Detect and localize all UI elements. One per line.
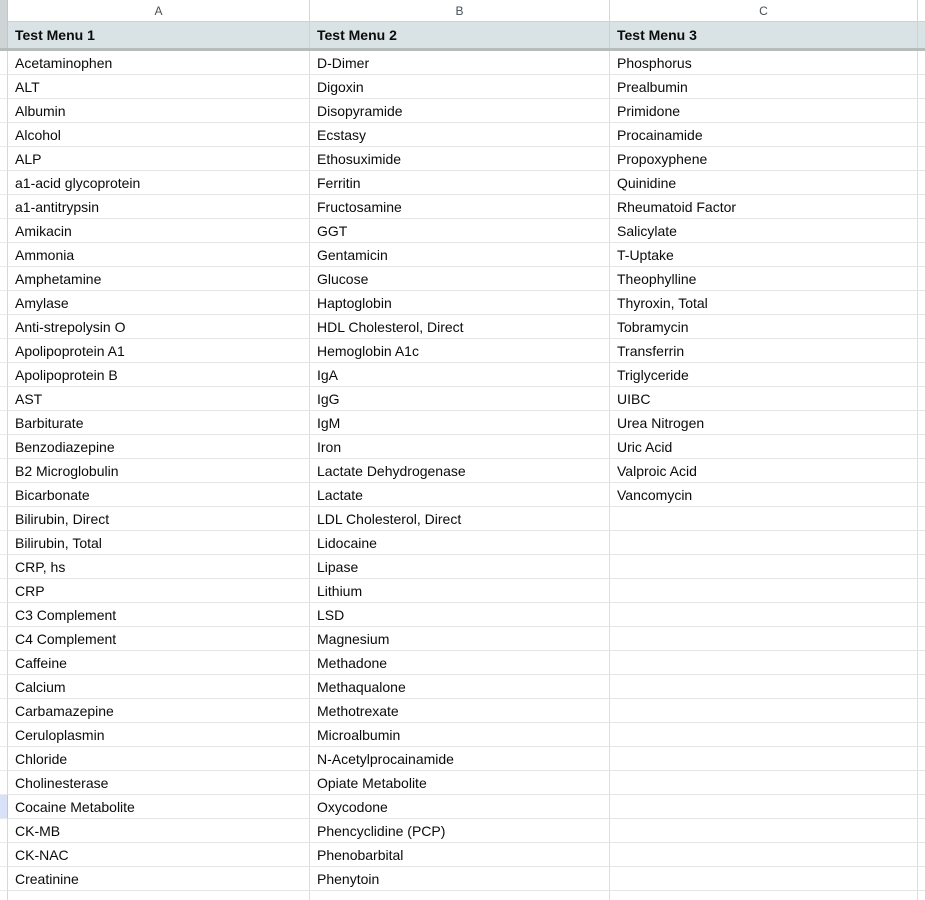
row-gutter[interactable]: [0, 819, 8, 843]
cell-b[interactable]: Opiate Metabolite: [310, 771, 610, 795]
cell-d-partial[interactable]: [918, 219, 925, 243]
column-header-d-partial[interactable]: [918, 0, 925, 22]
cell-d-partial[interactable]: [918, 507, 925, 531]
cell-d-partial[interactable]: [918, 147, 925, 171]
row-gutter[interactable]: [0, 507, 8, 531]
table-row: [0, 459, 925, 483]
cell-d-partial[interactable]: [918, 483, 925, 507]
table-row: [0, 795, 925, 819]
cell-c[interactable]: Vancomycin: [610, 483, 918, 507]
cell-d-partial[interactable]: [918, 747, 925, 771]
cell-a[interactable]: ALP: [8, 147, 310, 171]
cell-c[interactable]: [610, 699, 918, 723]
cell-a[interactable]: B2 Microglobulin: [8, 459, 310, 483]
cell-c[interactable]: [610, 555, 918, 579]
cell-c[interactable]: Prealbumin: [610, 75, 918, 99]
cell-a[interactable]: Calcium: [8, 675, 310, 699]
cell-b[interactable]: Lactate Dehydrogenase: [310, 459, 610, 483]
cell-d-partial[interactable]: [918, 891, 925, 900]
row-gutter[interactable]: [0, 459, 8, 483]
cell-b[interactable]: Methadone: [310, 651, 610, 675]
cell-a[interactable]: Apolipoprotein A1: [8, 339, 310, 363]
table-row: [0, 219, 925, 243]
row-gutter[interactable]: [0, 363, 8, 387]
cell-c[interactable]: Salicylate: [610, 219, 918, 243]
cell-c[interactable]: [610, 507, 918, 531]
cell-a[interactable]: Benzodiazepine: [8, 435, 310, 459]
cell-c[interactable]: [610, 771, 918, 795]
cell-c[interactable]: [610, 723, 918, 747]
cell-b[interactable]: D-Dimer: [310, 51, 610, 75]
cell-a[interactable]: Amphetamine: [8, 267, 310, 291]
cell-a[interactable]: Bilirubin, Total: [8, 531, 310, 555]
row-gutter[interactable]: [0, 651, 8, 675]
row-gutter[interactable]: [0, 195, 8, 219]
cell-d-partial[interactable]: [918, 267, 925, 291]
cell-d-partial[interactable]: [918, 579, 925, 603]
cell-c[interactable]: [610, 891, 918, 900]
table-row: [0, 819, 925, 843]
cell-c[interactable]: [610, 579, 918, 603]
cell-c[interactable]: Procainamide: [610, 123, 918, 147]
cell-d-partial[interactable]: [918, 435, 925, 459]
cell-b[interactable]: Gentamicin: [310, 243, 610, 267]
row-gutter[interactable]: [0, 339, 8, 363]
cell-a[interactable]: CRP: [8, 579, 310, 603]
cell-a[interactable]: Barbiturate: [8, 411, 310, 435]
table-row: [0, 723, 925, 747]
cell-a[interactable]: Amikacin: [8, 219, 310, 243]
cell-a[interactable]: Bilirubin, Direct: [8, 507, 310, 531]
table-row: [0, 267, 925, 291]
cell-a[interactable]: a1-acid glycoprotein: [8, 171, 310, 195]
cell-c[interactable]: UIBC: [610, 387, 918, 411]
row-gutter[interactable]: [0, 531, 8, 555]
table-row: [0, 363, 925, 387]
cell-a[interactable]: Cholinesterase: [8, 771, 310, 795]
cell-b[interactable]: Glucose: [310, 267, 610, 291]
cell-a[interactable]: Alcohol: [8, 123, 310, 147]
row-gutter[interactable]: [0, 51, 8, 75]
cell-c[interactable]: T-Uptake: [610, 243, 918, 267]
table-row: [0, 579, 925, 603]
column-header-a[interactable]: A: [8, 0, 310, 22]
cell-d-partial[interactable]: [918, 819, 925, 843]
cell-a[interactable]: a1-antitrypsin: [8, 195, 310, 219]
cell-c[interactable]: [610, 867, 918, 891]
row-gutter[interactable]: [0, 147, 8, 171]
table-row: [0, 51, 925, 75]
cell-d-partial[interactable]: [918, 195, 925, 219]
table-row: [0, 627, 925, 651]
cell-b[interactable]: HDL Cholesterol, Direct: [310, 315, 610, 339]
cell-c[interactable]: [610, 627, 918, 651]
cell-d-partial[interactable]: [918, 339, 925, 363]
cell-d-partial[interactable]: [918, 51, 925, 75]
cell-d-partial[interactable]: [918, 867, 925, 891]
cell-b[interactable]: Microalbumin: [310, 723, 610, 747]
cell-c[interactable]: Phosphorus: [610, 51, 918, 75]
cell-c[interactable]: Thyroxin, Total: [610, 291, 918, 315]
row-gutter[interactable]: [0, 483, 8, 507]
table-row: [0, 747, 925, 771]
cell-d-partial[interactable]: [918, 795, 925, 819]
cell-c[interactable]: Uric Acid: [610, 435, 918, 459]
cell-c[interactable]: [610, 651, 918, 675]
cell-a[interactable]: CK-MB: [8, 819, 310, 843]
cell-b[interactable]: Digoxin: [310, 75, 610, 99]
cell-b[interactable]: [310, 891, 610, 900]
table-row: [0, 483, 925, 507]
row-gutter[interactable]: [0, 435, 8, 459]
cell-d-partial[interactable]: [918, 771, 925, 795]
cell-a[interactable]: Creatinine: [8, 867, 310, 891]
table-row: [0, 171, 925, 195]
cell-b[interactable]: Methaqualone: [310, 675, 610, 699]
row-gutter[interactable]: [0, 843, 8, 867]
table-row: [0, 243, 925, 267]
row-gutter[interactable]: [0, 603, 8, 627]
cell-d-partial[interactable]: [918, 675, 925, 699]
table-row: [0, 411, 925, 435]
cell-b[interactable]: Iron: [310, 435, 610, 459]
table-row: [0, 339, 925, 363]
cell-c[interactable]: [610, 795, 918, 819]
table-row: [0, 195, 925, 219]
header-cell-test-menu-3[interactable]: Test Menu 3: [610, 22, 918, 48]
cell-d-partial[interactable]: [918, 555, 925, 579]
cell-c[interactable]: [610, 843, 918, 867]
cell-a[interactable]: AST: [8, 387, 310, 411]
table-row: [0, 531, 925, 555]
cell-c[interactable]: Rheumatoid Factor: [610, 195, 918, 219]
row-gutter[interactable]: [0, 723, 8, 747]
cell-c[interactable]: Quinidine: [610, 171, 918, 195]
row-gutter[interactable]: [0, 867, 8, 891]
table-row: [0, 147, 925, 171]
cell-a[interactable]: Apolipoprotein B: [8, 363, 310, 387]
cell-c[interactable]: [610, 819, 918, 843]
table-row: [0, 771, 925, 795]
cell-c[interactable]: Primidone: [610, 99, 918, 123]
row-gutter[interactable]: [0, 171, 8, 195]
cell-b[interactable]: Disopyramide: [310, 99, 610, 123]
cell-a[interactable]: C4 Complement: [8, 627, 310, 651]
cell-d-partial[interactable]: [918, 75, 925, 99]
cell-b[interactable]: Phenobarbital: [310, 843, 610, 867]
row-gutter[interactable]: [0, 891, 8, 900]
row-gutter[interactable]: [0, 675, 8, 699]
row-gutter[interactable]: [0, 387, 8, 411]
table-row: [0, 843, 925, 867]
cell-a[interactable]: [8, 891, 310, 900]
table-row: [0, 123, 925, 147]
row-gutter[interactable]: [0, 579, 8, 603]
cell-a[interactable]: Carbamazepine: [8, 699, 310, 723]
cell-d-partial[interactable]: [918, 723, 925, 747]
cell-d-partial[interactable]: [918, 699, 925, 723]
column-header-c[interactable]: C: [610, 0, 918, 22]
row-gutter[interactable]: [0, 291, 8, 315]
cell-b[interactable]: Fructosamine: [310, 195, 610, 219]
cell-a[interactable]: C3 Complement: [8, 603, 310, 627]
table-row: [0, 699, 925, 723]
cell-a[interactable]: Cocaine Metabolite: [8, 795, 310, 819]
row-gutter[interactable]: [0, 219, 8, 243]
table-row: [0, 867, 925, 891]
cell-c[interactable]: Triglyceride: [610, 363, 918, 387]
cell-b[interactable]: Oxycodone: [310, 795, 610, 819]
cell-c[interactable]: Propoxyphene: [610, 147, 918, 171]
cell-a[interactable]: CK-NAC: [8, 843, 310, 867]
cell-b[interactable]: GGT: [310, 219, 610, 243]
cell-c[interactable]: [610, 603, 918, 627]
header-cell-partial[interactable]: [918, 22, 925, 48]
row-gutter[interactable]: [0, 75, 8, 99]
row-gutter[interactable]: [0, 747, 8, 771]
cell-b[interactable]: Methotrexate: [310, 699, 610, 723]
row-gutter[interactable]: [0, 315, 8, 339]
cell-b[interactable]: Hemoglobin A1c: [310, 339, 610, 363]
cell-b[interactable]: LDL Cholesterol, Direct: [310, 507, 610, 531]
cell-b[interactable]: Lithium: [310, 579, 610, 603]
cell-c[interactable]: [610, 531, 918, 555]
cell-b[interactable]: Phencyclidine (PCP): [310, 819, 610, 843]
cell-c[interactable]: Theophylline: [610, 267, 918, 291]
cell-d-partial[interactable]: [918, 459, 925, 483]
cell-c[interactable]: Urea Nitrogen: [610, 411, 918, 435]
cell-a[interactable]: Bicarbonate: [8, 483, 310, 507]
cell-a[interactable]: Ceruloplasmin: [8, 723, 310, 747]
cell-b[interactable]: Ethosuximide: [310, 147, 610, 171]
row-gutter[interactable]: [0, 99, 8, 123]
row-gutter[interactable]: [0, 243, 8, 267]
table-row: [0, 387, 925, 411]
table-row: [0, 555, 925, 579]
column-header-b[interactable]: B: [310, 0, 610, 22]
cell-d-partial[interactable]: [918, 243, 925, 267]
cell-a[interactable]: CRP, hs: [8, 555, 310, 579]
cell-b[interactable]: IgG: [310, 387, 610, 411]
cell-d-partial[interactable]: [918, 411, 925, 435]
table-row: [0, 291, 925, 315]
cell-b[interactable]: N-Acetylprocainamide: [310, 747, 610, 771]
cell-b[interactable]: Haptoglobin: [310, 291, 610, 315]
cell-a[interactable]: Ammonia: [8, 243, 310, 267]
cell-a[interactable]: Albumin: [8, 99, 310, 123]
cell-d-partial[interactable]: [918, 123, 925, 147]
row-gutter[interactable]: [0, 411, 8, 435]
column-header-strip: [0, 0, 925, 22]
header-cell-test-menu-2[interactable]: Test Menu 2: [310, 22, 610, 48]
corner-box[interactable]: [0, 0, 8, 22]
cell-d-partial[interactable]: [918, 363, 925, 387]
cell-d-partial[interactable]: [918, 99, 925, 123]
cell-d-partial[interactable]: [918, 531, 925, 555]
cell-b[interactable]: Ecstasy: [310, 123, 610, 147]
row-gutter[interactable]: [0, 267, 8, 291]
table-row: [0, 435, 925, 459]
cell-d-partial[interactable]: [918, 627, 925, 651]
cell-b[interactable]: LSD: [310, 603, 610, 627]
row-gutter[interactable]: [0, 555, 8, 579]
cell-d-partial[interactable]: [918, 651, 925, 675]
table-row: [0, 675, 925, 699]
table-row: [0, 99, 925, 123]
header-cell-test-menu-1[interactable]: Test Menu 1: [8, 22, 310, 48]
cell-d-partial[interactable]: [918, 171, 925, 195]
row-gutter[interactable]: [0, 771, 8, 795]
cell-d-partial[interactable]: [918, 315, 925, 339]
table-row: [0, 315, 925, 339]
row-gutter[interactable]: [0, 795, 8, 819]
table-row: [0, 507, 925, 531]
row-gutter[interactable]: [0, 627, 8, 651]
cell-b[interactable]: Lipase: [310, 555, 610, 579]
cell-d-partial[interactable]: [918, 291, 925, 315]
cell-b[interactable]: Ferritin: [310, 171, 610, 195]
header-row: [0, 22, 925, 48]
cell-c[interactable]: Transferrin: [610, 339, 918, 363]
table-row: [0, 651, 925, 675]
cell-d-partial[interactable]: [918, 603, 925, 627]
cell-b[interactable]: IgA: [310, 363, 610, 387]
cell-b[interactable]: Magnesium: [310, 627, 610, 651]
grid-rows: [0, 51, 925, 891]
cell-a[interactable]: Anti-strepolysin O: [8, 315, 310, 339]
cell-b[interactable]: Phenytoin: [310, 867, 610, 891]
cell-b[interactable]: IgM: [310, 411, 610, 435]
cell-a[interactable]: Caffeine: [8, 651, 310, 675]
row-gutter-header[interactable]: [0, 22, 8, 48]
table-row: [0, 603, 925, 627]
cell-a[interactable]: Chloride: [8, 747, 310, 771]
cell-a[interactable]: Acetaminophen: [8, 51, 310, 75]
table-row: [0, 75, 925, 99]
partial-row: [0, 891, 925, 900]
cell-c[interactable]: Tobramycin: [610, 315, 918, 339]
cell-a[interactable]: Amylase: [8, 291, 310, 315]
cell-b[interactable]: Lidocaine: [310, 531, 610, 555]
cell-d-partial[interactable]: [918, 843, 925, 867]
row-gutter[interactable]: [0, 123, 8, 147]
cell-d-partial[interactable]: [918, 387, 925, 411]
cell-a[interactable]: ALT: [8, 75, 310, 99]
cell-c[interactable]: Valproic Acid: [610, 459, 918, 483]
cell-c[interactable]: [610, 675, 918, 699]
cell-b[interactable]: Lactate: [310, 483, 610, 507]
row-gutter[interactable]: [0, 699, 8, 723]
cell-c[interactable]: [610, 747, 918, 771]
